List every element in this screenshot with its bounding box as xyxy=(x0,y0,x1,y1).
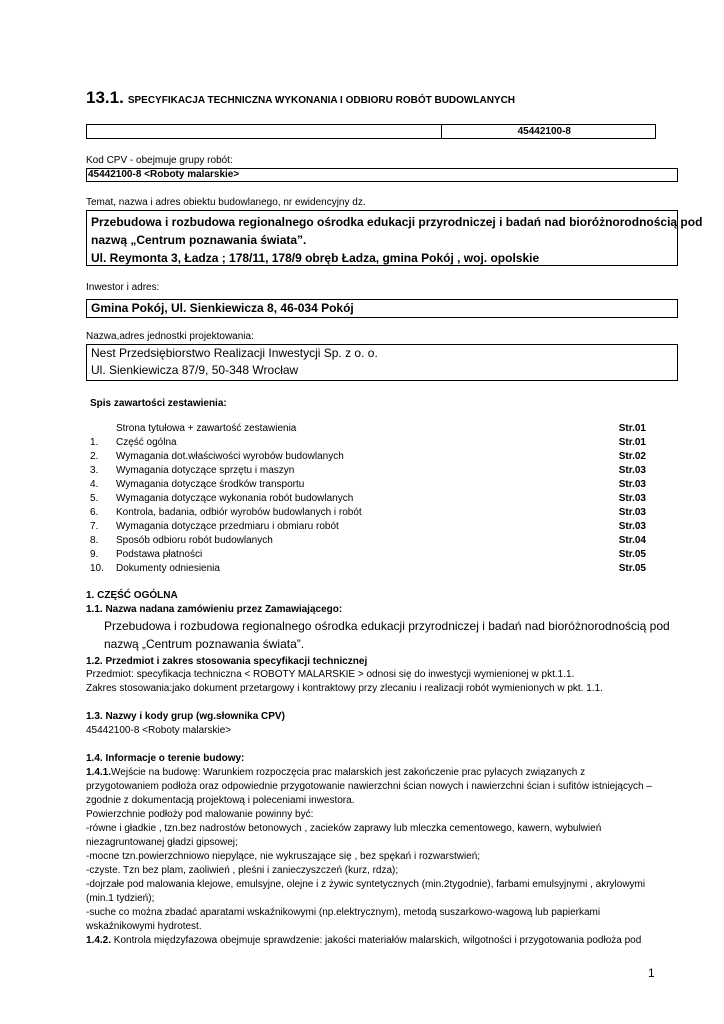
toc-item-label: Dokumenty odniesienia xyxy=(116,563,220,574)
toc-item-number: 9. xyxy=(90,549,99,560)
toc-item-label: Sposób odbioru robót budowlanych xyxy=(116,535,273,546)
kod-cpv-label: Kod CPV - obejmuje grupy robót: xyxy=(86,155,233,166)
toc-item-number: 6. xyxy=(90,507,99,518)
toc-item-number: 7. xyxy=(90,521,99,532)
projektant-label: Nazwa,adres jednostki projektowania: xyxy=(86,331,254,342)
section-1-4-1-line-5: -równe i gładkie , tzn.bez nadrostów betonowych , zacieków zaprawy lub mleczka cementowego, kawern, wybulwień xyxy=(86,823,602,834)
toc-item-number: 1. xyxy=(90,437,99,448)
section-1-heading: 1. CZĘŚĆ OGÓLNA xyxy=(86,590,178,601)
toc-item-page: Str.02 xyxy=(618,451,646,462)
section-1-4-heading: 1.4. Informacje o terenie budowy: xyxy=(86,753,245,764)
toc-item-page: Str.05 xyxy=(618,549,646,560)
toc-item-page: Str.01 xyxy=(618,437,646,448)
section-1-3-heading: 1.3. Nazwy i kody grup (wg.słownika CPV) xyxy=(86,711,285,722)
toc-item-label: Podstawa płatności xyxy=(116,549,203,560)
section-1-4-1-line-6: niezagruntowanej gładzi gipsowej; xyxy=(86,837,238,848)
section-1-4-1-line-10: (min.1 tydzień); xyxy=(86,893,155,904)
section-1-4-1-line-8: -czyste. Tzn bez plam, zaoliwień , pleśni i zanieczyszczeń (kurz, rdza); xyxy=(86,865,399,876)
inwestor-value: Gmina Pokój, Ul. Sienkiewicza 8, 46-034 Pokój xyxy=(86,299,678,318)
section-1-1-heading: 1.1. Nazwa nadana zamówieniu przez Zamawiającego: xyxy=(86,604,343,615)
toc-item-page: Str.03 xyxy=(618,507,646,518)
section-number: 13.1. xyxy=(86,88,124,107)
page-title xyxy=(86,88,515,108)
section-1-4-1-line-7: -mocne tzn.powierzchniowo niepylące, nie wykruszające się , bez spękań i rozwarstwień; xyxy=(86,851,481,862)
toc-item-page: Str.03 xyxy=(618,521,646,532)
kod-cpv-value: 45442100-8 <Roboty malarskie> xyxy=(86,168,678,182)
section-1-1-line-1: Przebudowa i rozbudowa regionalnego ośrodka edukacji przyrodniczej i badań nad bioróżnorodnością pod xyxy=(104,619,670,633)
temat-line-1: Przebudowa i rozbudowa regionalnego ośrodka edukacji przyrodniczej i badań nad bioróżnorodnością pod xyxy=(91,215,703,229)
section-1-2-line-1: Przedmiot: specyfikacja techniczna < ROBOTY MALARSKIE > odnosi się do inwestycji wymienionej w pkt.1.1. xyxy=(86,669,575,680)
document-title: SPECYFIKACJA TECHNICZNA WYKONANIA I ODBIORU ROBÓT BUDOWLANYCH xyxy=(127,95,516,106)
section-1-4-1-line-3: zgodnie z dokumentacją projektową i poleceniami inwestora. xyxy=(86,795,355,806)
toc-title: Spis zawartości zestawienia: xyxy=(90,398,227,409)
toc-item-label: Wymagania dotyczące przedmiaru i obmiaru robót xyxy=(116,521,339,532)
toc-item-number: 8. xyxy=(90,535,99,546)
temat-line-3: Ul. Reymonta 3, Ładza ; 178/11, 178/9 obręb Ładza, gmina Pokój , woj. opolskie xyxy=(91,251,540,265)
section-1-2-heading: 1.2. Przedmiot i zakres stosowania specyfikacji technicznej xyxy=(86,656,368,667)
cpv-code-cell: 45442100-8 xyxy=(441,124,656,139)
toc-item-page: Str.04 xyxy=(618,535,646,546)
section-1-3-value: 45442100-8 <Roboty malarskie> xyxy=(86,725,232,736)
inwestor-label: Inwestor i adres: xyxy=(86,282,160,293)
section-1-4-1-line-12: wskaźnikowymi hydrotest. xyxy=(86,921,202,932)
toc-item-page: Str.03 xyxy=(618,479,646,490)
toc-item-label: Wymagania dotyczące środków transportu xyxy=(116,479,305,490)
toc-item-label: Wymagania dot.właściwości wyrobów budowlanych xyxy=(116,451,344,462)
toc-item-label: Strona tytułowa + zawartość zestawienia xyxy=(116,423,297,434)
toc-item-page: Str.03 xyxy=(618,465,646,476)
toc-item-label: Kontrola, badania, odbiór wyrobów budowlanych i robót xyxy=(116,507,362,518)
section-1-4-2-line-1: 1.4.2. Kontrola międzyfazowa obejmuje sprawdzenie: jakości materiałów malarskich, wilgotności i przygotowania podłoża pod xyxy=(86,935,642,946)
section-1-4-1-line-11: -suche co można zbadać aparatami wskaźnikowymi (np.elektrycznym), metodą suszarkowo-wagową lub papierkami xyxy=(86,907,601,918)
toc-item-number: 5. xyxy=(90,493,99,504)
temat-box xyxy=(86,210,703,266)
toc-item-page: Str.05 xyxy=(618,563,646,574)
cpv-box-empty-cell xyxy=(86,124,442,139)
section-1-4-1-line-9: -dojrzałe pod malowania klejowe, emulsyjne, olejne i z żywic syntetycznych (min.2tygodnie), farbami emulsyjnymi , akrylowymi xyxy=(86,879,646,890)
section-1-4-1-line-4: Powierzchnie podłoży pod malowanie powinny być: xyxy=(86,809,314,820)
toc-item-label: Wymagania dotyczące wykonania robót budowlanych xyxy=(116,493,354,504)
section-1-2-line-2: Zakres stosowania:jako dokument przetargowy i kontraktowy przy zlecaniu i realizacji robót wymienionych w pkt. 1.1. xyxy=(86,683,603,694)
toc-item-number: 10. xyxy=(90,563,104,574)
toc-item-page: Str.03 xyxy=(618,493,646,504)
toc-item-number: 4. xyxy=(90,479,99,490)
toc-item-label: Wymagania dotyczące sprzętu i maszyn xyxy=(116,465,295,476)
projektant-line-1: Nest Przedsiębiorstwo Realizacji Inwestycji Sp. z o. o. xyxy=(91,346,378,360)
toc-item-number: 2. xyxy=(90,451,99,462)
toc-item-label: Część ogólna xyxy=(116,437,177,448)
section-1-4-1-line-2: przygotowaniem podłoża oraz odpowiednie przygotowanie nawierzchni ścian nowych i nawierzchni ścian i sufitów istniejących – xyxy=(86,781,652,792)
projektant-box xyxy=(86,344,678,381)
toc-item-page: Str.01 xyxy=(618,423,646,434)
projektant-line-2: Ul. Sienkiewicza 87/9, 50-348 Wrocław xyxy=(91,363,299,377)
section-1-4-1-line-1: 1.4.1.Wejście na budowę: Warunkiem rozpoczęcia prac malarskich jest zakończenie prac pylacych związanych z xyxy=(86,767,586,778)
toc-item-number: 3. xyxy=(90,465,99,476)
page-number: 1 xyxy=(648,966,655,980)
temat-label: Temat, nazwa i adres obiektu budowlanego, nr ewidencyjny dz. xyxy=(86,197,366,208)
section-1-1-line-2: nazwą „Centrum poznawania świata”. xyxy=(104,637,305,651)
temat-line-2: nazwą „Centrum poznawania świata”. xyxy=(91,233,307,247)
